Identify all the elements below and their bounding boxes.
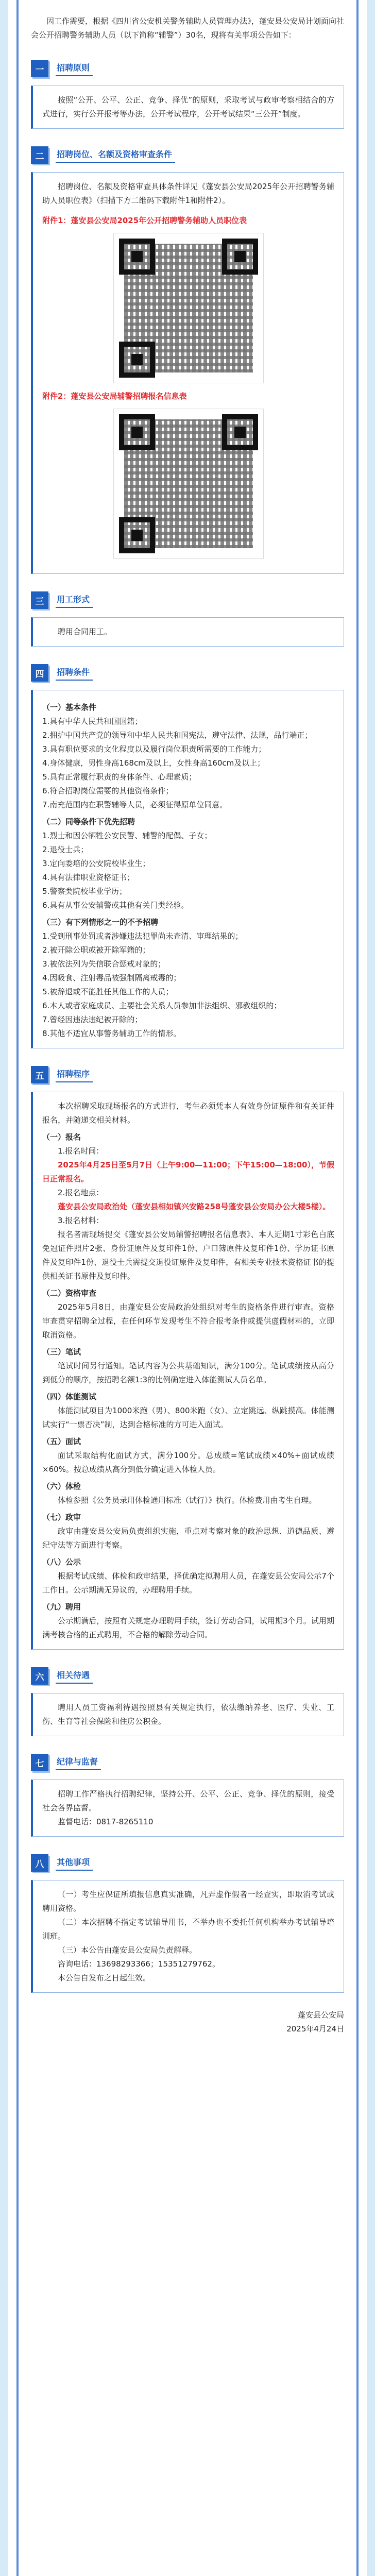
section-1-body (31, 86, 344, 129)
section-number-badge: 八 (31, 1854, 48, 1872)
frame-right-border (356, 0, 359, 2576)
section-paragraph: 招聘岗位、名额及资格审查具体条件详见《蓬安县公安局2025年公开招聘警务辅助人员职位表》（扫描下方二维码下载附件1和附件2）。 (42, 182, 334, 205)
sign-org: 蓬安县公安局 (297, 2010, 344, 2020)
section-title: 其他事项 (56, 1856, 93, 1871)
subheading-priority: （二）同等条件下优先招聘 (42, 817, 135, 826)
section-8-body (31, 1880, 344, 1993)
attachment-1-label: 附件1：蓬安县公安局2025年公开招聘警务辅助人员职位表 (42, 216, 247, 225)
section-number-badge: 六 (31, 1667, 48, 1685)
section-7-header (31, 1754, 344, 1771)
list-item: 2.被开除公职或被开除军籍的； (42, 945, 150, 955)
list-item: （二）本次招聘不指定考试辅导用书，不举办也不委托任何机构举办考试辅导培训班。 (42, 1918, 334, 1941)
subheading-exam: （三）笔试 (42, 1347, 81, 1357)
list-item: 5.具有正常履行职责的身体条件、心理素质； (42, 772, 197, 782)
list-item: 2.退役士兵； (42, 845, 89, 854)
label-signup-time: 1.报名时间： (58, 1146, 104, 1156)
label-signup-place: 2.报名地点： (58, 1188, 104, 1197)
subheading-exclude: （三）有下列情形之一的不予招聘 (42, 918, 159, 927)
section-paragraph: 笔试时间另行通知。笔试内容为公共基础知识，满分100分。笔试成绩按从高分到低分的顺序，按招聘名额1:3的比例确定进入体能测试人员名单。 (42, 1361, 334, 1384)
list-item: 5.警察类院校毕业学历； (42, 887, 127, 896)
section-5-body (31, 1092, 344, 1650)
subheading-signup: （一）报名 (42, 1132, 81, 1142)
section-number-badge: 七 (31, 1754, 48, 1771)
list-item: 4.具有法律职业资格证书； (42, 873, 135, 882)
subheading-physical: （六）体检 (42, 1482, 81, 1491)
section-title: 招聘原则 (56, 61, 93, 76)
supervision-phone: 监督电话：0817-8265110 (58, 1817, 154, 1826)
subheading-interview: （五）面试 (42, 1437, 81, 1446)
frame-left-border (16, 0, 19, 2576)
intro-paragraph: 因工作需要，根据《四川省公安机关警务辅助人员管理办法》，蓬安县公安局计划面向社会公开招聘警务辅助人员（以下简称“辅警”）30名，现将有关事项公告如下： (31, 16, 344, 40)
list-item: 1.具有中华人民共和国国籍； (42, 717, 143, 726)
list-item: 2.拥护中国共产党的领导和中华人民共和国宪法，遵守法律、法规，品行端正； (42, 731, 313, 740)
article-page (8, 0, 367, 2576)
section-paragraph: 政审由蓬安县公安局负责组织实施，重点对考察对象的政治思想、道德品质、遵纪守法等方面进行考察。 (42, 1527, 334, 1550)
signature-block (31, 2008, 344, 2036)
section-title: 用工形式 (56, 593, 93, 608)
signup-place: 蓬安县公安局政治处（蓬安县相如镇兴安路258号蓬安县公安局办公大楼5楼）。 (58, 1202, 331, 1211)
section-number-badge: 五 (31, 1066, 48, 1083)
section-paragraph: 体检参照《公务员录用体检通用标准（试行）》执行。体检费用由考生自理。 (58, 1496, 317, 1505)
section-paragraph: 面试采取结构化面试方式，满分100分。总成绩=笔试成绩×40%+面试成绩×60%。按总成绩从高分到低分确定进入体检人员。 (42, 1451, 334, 1474)
list-item: （三）本公告由蓬安县公安局负责解释。 (58, 1945, 197, 1955)
section-8-header (31, 1854, 344, 1872)
subheading-basic: （一）基本条件 (42, 703, 97, 712)
label-signup-materials: 3.报名材料： (58, 1216, 104, 1225)
section-6-body (31, 1693, 344, 1736)
section-paragraph: 公示期满后，按照有关规定办理聘用手续，签订劳动合同，试用期3个月。试用期满考核合格的正式聘用，不合格的解除劳动合同。 (42, 1616, 334, 1639)
section-2-body (31, 172, 344, 574)
section-number-badge: 三 (31, 591, 48, 609)
section-4-body (31, 690, 344, 1048)
section-paragraph: 招聘工作严格执行招聘纪律，坚持公开、公平、公正、竞争、择优的原则，接受社会各界监督。 (42, 1789, 334, 1812)
section-paragraph: 按照“公开、公平、公正、竞争、择优”的原则，采取考试与政审考察相结合的方式进行，实行公开报考等办法，公开考试程序，公开考试结果“三公开”制度。 (42, 95, 334, 118)
section-1-header (31, 60, 344, 77)
qr-code-attachment-2[interactable] (113, 409, 264, 559)
section-paragraph: 聘用人员工资福利待遇按照县有关规定执行，依法缴纳养老、医疗、失业、工伤、生育等社会保险和住房公积金。 (42, 1703, 334, 1726)
list-item: 3.具有职位要求的文化程度以及履行岗位职责所需要的工作能力； (42, 744, 266, 754)
section-paragraph: 本次招聘采取现场报名的方式进行，考生必须凭本人有效身份证原件和有关证件报名，并随递交相关材料。 (42, 1101, 334, 1125)
section-paragraph: 本公告自发布之日起生效。 (58, 1973, 151, 1982)
list-item: 6.符合招聘岗位需要的其他资格条件； (42, 786, 174, 795)
list-item: 1.受到刑事处罚或者涉嫌违法犯罪尚未查清、审理结果的； (42, 931, 243, 941)
list-item: 1.烈士和因公牺牲公安民警、辅警的配偶、子女； (42, 831, 212, 840)
list-item: 4.身体健康，男性身高168cm及以上，女性身高160cm及以上； (42, 758, 265, 768)
section-title: 招聘条件 (56, 666, 93, 681)
subheading-political: （七）政审 (42, 1513, 81, 1522)
section-4-header (31, 664, 344, 682)
list-item: 7.南充范围内在职警辅等人员，必须征得原单位同意。 (42, 800, 228, 809)
section-3-header (31, 591, 344, 609)
contact-phone: 咨询电话：13698293366；15351279762。 (58, 1959, 220, 1969)
subheading-review: （二）资格审查 (42, 1289, 97, 1298)
attachment-2-label: 附件2：蓬安县公安局辅警招聘报名信息表 (42, 392, 187, 401)
section-paragraph: 2025年5月8日，由蓬安县公安局政治处组织对考生的资格条件进行审查。资格审查贯穿招聘全过程，在任何环节发现考生不符合报考条件或提供虚假材料的，立即取消资格。 (42, 1302, 334, 1340)
section-7-body (31, 1780, 344, 1837)
section-2-header (31, 146, 344, 164)
list-item: （一）考生应保证所填报信息真实准确，凡弄虚作假者一经查实，即取消考试或聘用资格。 (42, 1890, 334, 1913)
subheading-publicity: （八）公示 (42, 1557, 81, 1567)
list-item: 6.具有从事公安辅警或其他有关门类经验。 (42, 901, 189, 910)
qr-code-attachment-1[interactable] (113, 233, 264, 383)
section-title: 招聘程序 (56, 1067, 93, 1082)
section-title: 纪律与监督 (56, 1755, 101, 1770)
section-paragraph: 体能测试项目为1000米跑（男）、800米跑（女）、立定跳远、纵跳摸高。体能测试实行“一票否决”制，达到合格标准的方可进入面试。 (42, 1406, 334, 1429)
list-item: 7.曾经因违法违纪被开除的； (42, 1015, 143, 1024)
section-number-badge: 四 (31, 664, 48, 682)
list-item: 8.其他不适宜从事警务辅助工作的情形。 (42, 1029, 181, 1038)
list-item: 4.因吸食、注射毒品被强制隔离戒毒的； (42, 973, 181, 982)
list-item: 3.被依法列为失信联合惩戒对象的； (42, 959, 166, 969)
section-3-body (31, 617, 344, 647)
section-paragraph: 报名者需现场提交《蓬安县公安局辅警招聘报名信息表》、本人近期1寸彩色白底免冠证件照片2张、身份证原件及复印件1份、户口簿原件及复印件1份、学历证书原件及复印件1份、退役士兵需提交退役证原件及复印件，有相关专业技术资格证书的提供相关证书原件及复印件。 (42, 1230, 334, 1281)
section-number-badge: 二 (31, 146, 48, 164)
section-paragraph: 聘用合同用工。 (58, 627, 112, 636)
list-item: 3.定向委培的公安院校毕业生； (42, 859, 150, 868)
subheading-hire: （九）聘用 (42, 1602, 81, 1612)
section-paragraph: 根据考试成绩、体检和政审结果，择优确定拟聘用人员，在蓬安县公安局公示7个工作日。公示期满无异议的，办理聘用手续。 (42, 1571, 334, 1595)
section-title: 招聘岗位、名额及资格审查条件 (56, 148, 175, 163)
section-5-header (31, 1066, 344, 1083)
section-6-header (31, 1667, 344, 1685)
list-item: 5.被辞退或不能胜任其他工作的人员； (42, 987, 174, 996)
signup-time: 2025年4月25日至5月7日（上午9:00—11:00；下午15:00—18:00），节假日正常报名。 (42, 1160, 334, 1183)
subheading-fitness: （四）体能测试 (42, 1392, 97, 1401)
sign-date: 2025年4月24日 (286, 2024, 344, 2033)
section-title: 相关待遇 (56, 1669, 93, 1684)
section-number-badge: 一 (31, 60, 48, 77)
list-item: 6.本人或者家庭成员、主要社会关系人员参加非法组织、邪教组织的； (42, 1001, 282, 1010)
